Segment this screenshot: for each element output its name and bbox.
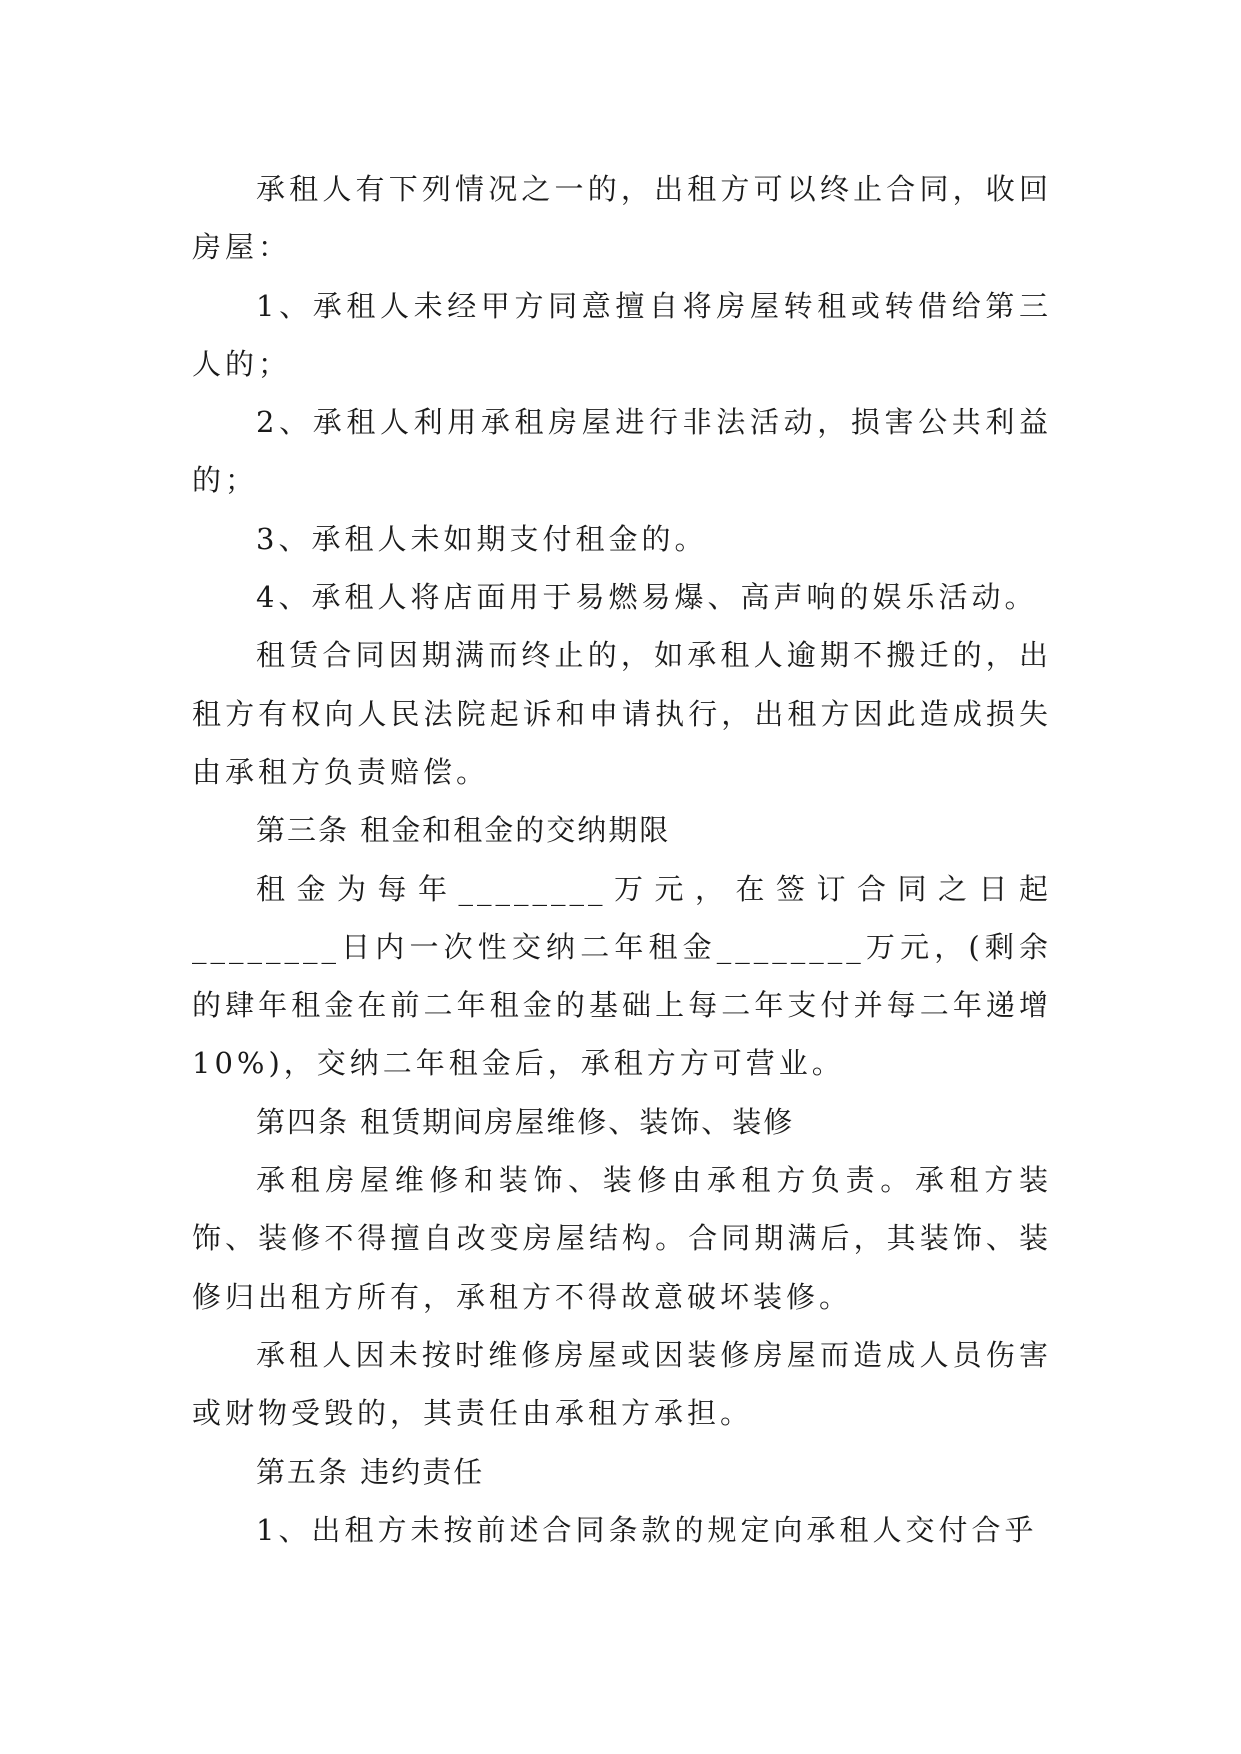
section-heading-article-4: 第四条 租赁期间房屋维修、装饰、装修 (256, 1104, 795, 1139)
paragraph-expiry-eviction: 租赁合同因期满而终止的，如承租人逾期不搬迁的，出租方有权向人民法院起诉和申请执行，出租方因此造成损失由承租方负责赔偿。 (192, 638, 1052, 789)
paragraph-termination-conditions: 承租人有下列情况之一的，出租方可以终止合同，收回房屋： (192, 172, 1052, 265)
document-body (192, 160, 1052, 1559)
section-heading-article-5: 第五条 违约责任 (256, 1454, 485, 1489)
list-item-hazardous-use: 4、承租人将店面用于易燃易爆、高声响的娱乐活动。 (256, 580, 1038, 615)
paragraph-breach-1: 1、出租方未按前述合同条款的规定向承租人交付合乎 (256, 1512, 1038, 1547)
list-item-illegal-activity: 2、承租人利用承租房屋进行非法活动，损害公共利益的； (192, 405, 1052, 498)
list-item-unpaid-rent: 3、承租人未如期支付租金的。 (256, 521, 708, 556)
list-item-sublet: 1、承租人未经甲方同意擅自将房屋转租或转借给第三人的； (192, 288, 1052, 381)
section-heading-article-3: 第三条 租金和租金的交纳期限 (256, 813, 671, 848)
paragraph-maintenance: 承租房屋维修和装饰、装修由承租方负责。承租方装饰、装修不得擅自改变房屋结构。合同期满后，其装饰、装修归出租方所有，承租方不得故意破坏装修。 (192, 1163, 1052, 1314)
paragraph-rent-terms: 租金为每年________万元，在签订合同之日起________日内一次性交纳二年租金________万元，(剩余的肆年租金在前二年租金的基础上每二年支付并每二年递增10%)，交纳二年租金后，承租方方可营业。 (192, 871, 1052, 1081)
paragraph-liability: 承租人因未按时维修房屋或因装修房屋而造成人员伤害或财物受毁的，其责任由承租方承担。 (192, 1337, 1052, 1431)
